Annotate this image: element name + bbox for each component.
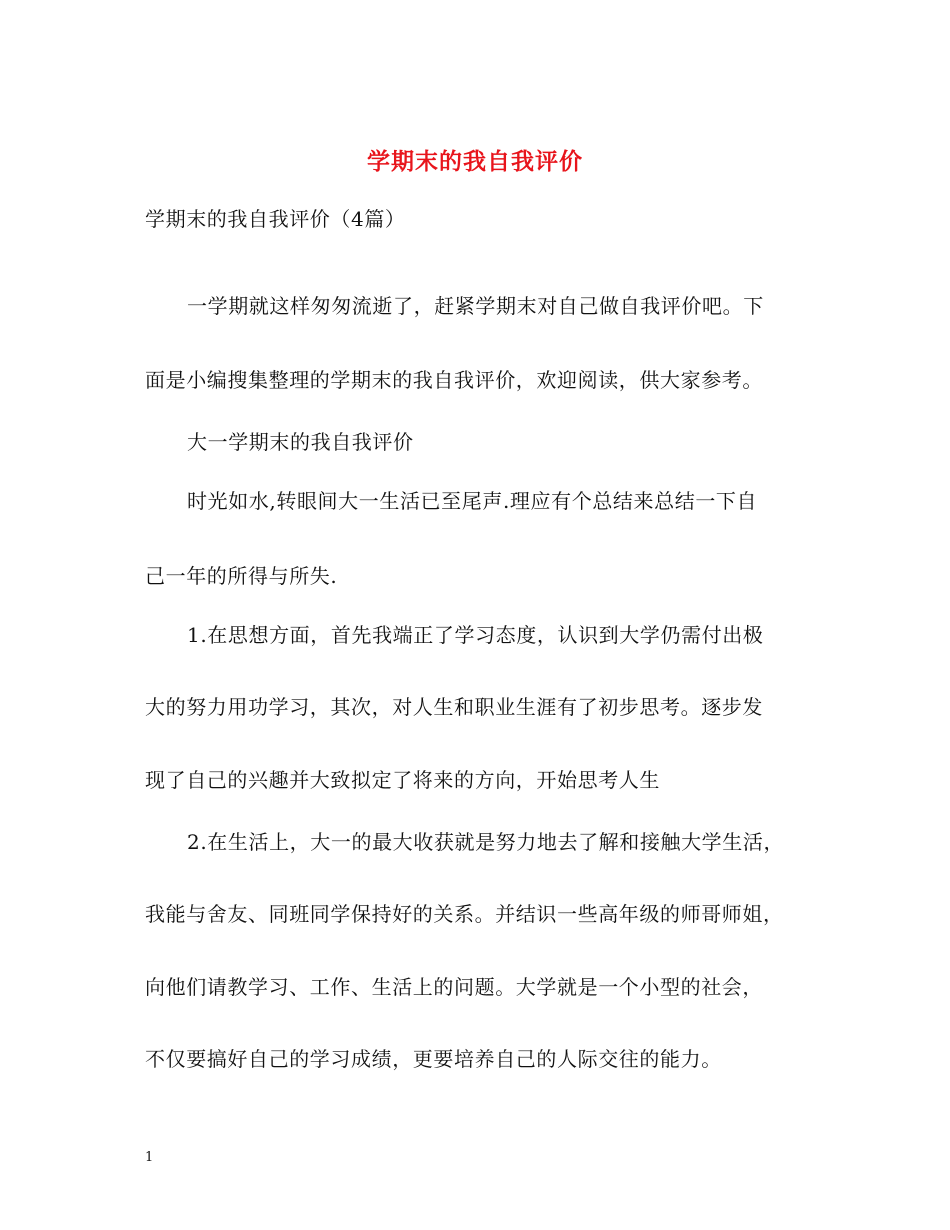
paragraph-line: 一学期就这样匆匆流逝了，赶紧学期末对自己做自我评价吧。下 [187,294,764,318]
paragraph-line: 2.在生活上，大一的最大收获就是努力地去了解和接触大学生活， [187,830,785,854]
paragraph-line: 1.在思想方面，首先我端正了学习态度，认识到大学仍需付出极 [187,623,764,647]
document-title: 学期末的我自我评价 [367,148,583,175]
paragraph-line: 大的努力用功学习，其次，对人生和职业生涯有了初步思考。逐步发 [145,695,763,719]
paragraph-line: 向他们请教学习、工作、生活上的问题。大学就是一个小型的社会， [145,975,763,999]
paragraph-line: 现了自己的兴趣并大致拟定了将来的方向，开始思考人生 [145,768,660,792]
paragraph-line: 不仅要搞好自己的学习成绩，更要培养自己的人际交往的能力。 [145,1047,722,1071]
paragraph-line: 面是小编搜集整理的学期末的我自我评价，欢迎阅读，供大家参考。 [145,368,763,392]
page-number: 1 [145,1150,154,1165]
section-heading: 大一学期末的我自我评价 [187,430,414,454]
paragraph-line: 我能与舍友、同班同学保持好的关系。并结识一些高年级的师哥师姐， [145,902,784,926]
subtitle-line: 学期末的我自我评价（4篇） [145,207,406,231]
paragraph-line: 己一年的所得与所失. [145,564,338,588]
paragraph-line: 时光如水,转眼间大一生活已至尾声.理应有个总结来总结一下自 [187,489,758,513]
